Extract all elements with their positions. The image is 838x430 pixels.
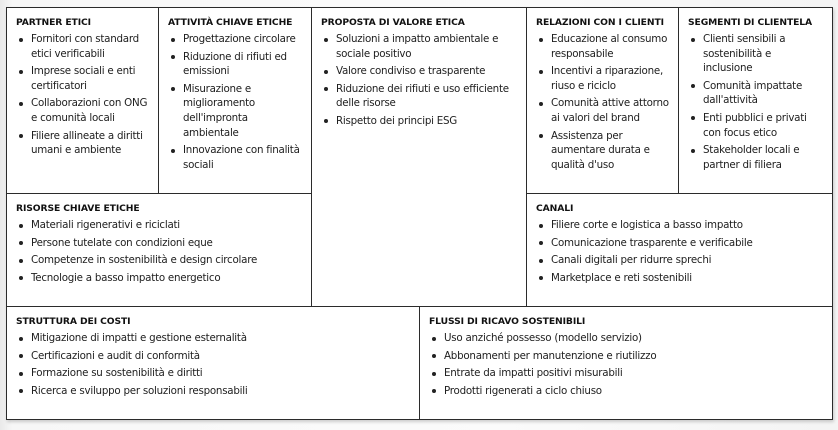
list-item: Incentivi a riparazione, riuso e riciclo — [536, 64, 670, 93]
block-partner-etici — [6, 7, 160, 195]
block-title: RELAZIONI CON I CLIENTI — [536, 17, 664, 28]
block-risorse-chiave — [6, 193, 313, 308]
list-item: Filiere corte e logistica a basso impatto — [536, 218, 823, 233]
block-canali — [526, 193, 833, 308]
list-item: Comunità attive attorno ai valori del brand — [536, 96, 670, 125]
block-title: SEGMENTI DI CLIENTELA — [688, 17, 813, 28]
list-item: Assistenza per aumentare durata e qualità d'uso — [536, 129, 670, 173]
item-list — [536, 32, 670, 172]
block-title: STRUTTURA DEI COSTI — [16, 316, 131, 327]
item-list — [16, 331, 411, 398]
list-item: Collaborazioni con ONG e comunità locali — [16, 96, 150, 125]
list-item: Filiere allineate a diritti umani e ambiente — [16, 129, 150, 158]
list-item: Riduzione dei rifiuti e uso efficiente delle risorse — [321, 82, 518, 111]
block-title: PROPOSTA DI VALORE ETICA — [321, 17, 465, 28]
list-item: Innovazione con finalità sociali — [168, 143, 303, 172]
block-proposta-valore — [311, 7, 528, 308]
item-list — [16, 218, 303, 285]
item-list — [16, 32, 150, 158]
block-flussi-ricavo — [419, 306, 833, 420]
list-item: Progettazione circolare — [168, 32, 303, 47]
list-item: Imprese sociali e enti certificatori — [16, 64, 150, 93]
list-item: Soluzioni a impatto ambientale e sociale positivo — [321, 32, 518, 61]
list-item: Canali digitali per ridurre sprechi — [536, 253, 823, 268]
list-item: Prodotti rigenerati a ciclo chiuso — [429, 384, 823, 399]
block-title: CANALI — [536, 203, 574, 214]
list-item: Materiali rigenerativi e riciclati — [16, 218, 303, 233]
block-relazioni-clienti — [526, 7, 680, 195]
block-struttura-costi — [6, 306, 421, 420]
business-model-canvas — [6, 7, 833, 420]
list-item: Formazione su sostenibilità e diritti — [16, 366, 411, 381]
list-item: Ricerca e sviluppo per soluzioni responsabili — [16, 384, 411, 399]
item-list — [688, 32, 823, 172]
block-title: PARTNER ETICI — [16, 17, 91, 28]
list-item: Clienti sensibili a sostenibilità e inclusione — [688, 32, 823, 76]
block-segmenti-clientela — [678, 7, 833, 195]
list-item: Competenze in sostenibilità e design circolare — [16, 253, 303, 268]
list-item: Misurazione e miglioramento dell'impronta ambientale — [168, 82, 303, 140]
list-item: Abbonamenti per manutenzione e riutilizzo — [429, 349, 823, 364]
list-item: Marketplace e reti sostenibili — [536, 271, 823, 286]
item-list — [321, 32, 518, 129]
block-attivita-chiave — [158, 7, 313, 195]
list-item: Mitigazione di impatti e gestione esternalità — [16, 331, 411, 346]
list-item: Stakeholder locali e partner di filiera — [688, 143, 823, 172]
list-item: Educazione al consumo responsabile — [536, 32, 670, 61]
block-title: RISORSE CHIAVE ETICHE — [16, 203, 140, 214]
list-item: Rispetto dei principi ESG — [321, 114, 518, 129]
list-item: Riduzione di rifiuti ed emissioni — [168, 50, 303, 79]
list-item: Uso anziché possesso (modello servizio) — [429, 331, 823, 346]
block-title: ATTIVITÀ CHIAVE ETICHE — [168, 17, 293, 28]
list-item: Entrate da impatti positivi misurabili — [429, 366, 823, 381]
block-title: FLUSSI DI RICAVO SOSTENIBILI — [429, 316, 586, 327]
item-list — [429, 331, 823, 398]
list-item: Enti pubblici e privati con focus etico — [688, 111, 823, 140]
list-item: Comunità impattate dall'attività — [688, 79, 823, 108]
list-item: Valore condiviso e trasparente — [321, 64, 518, 79]
list-item: Persone tutelate con condizioni eque — [16, 236, 303, 251]
item-list — [536, 218, 823, 285]
item-list — [168, 32, 303, 172]
list-item: Fornitori con standard etici verificabili — [16, 32, 150, 61]
list-item: Comunicazione trasparente e verificabile — [536, 236, 823, 251]
list-item: Tecnologie a basso impatto energetico — [16, 271, 303, 286]
list-item: Certificazioni e audit di conformità — [16, 349, 411, 364]
